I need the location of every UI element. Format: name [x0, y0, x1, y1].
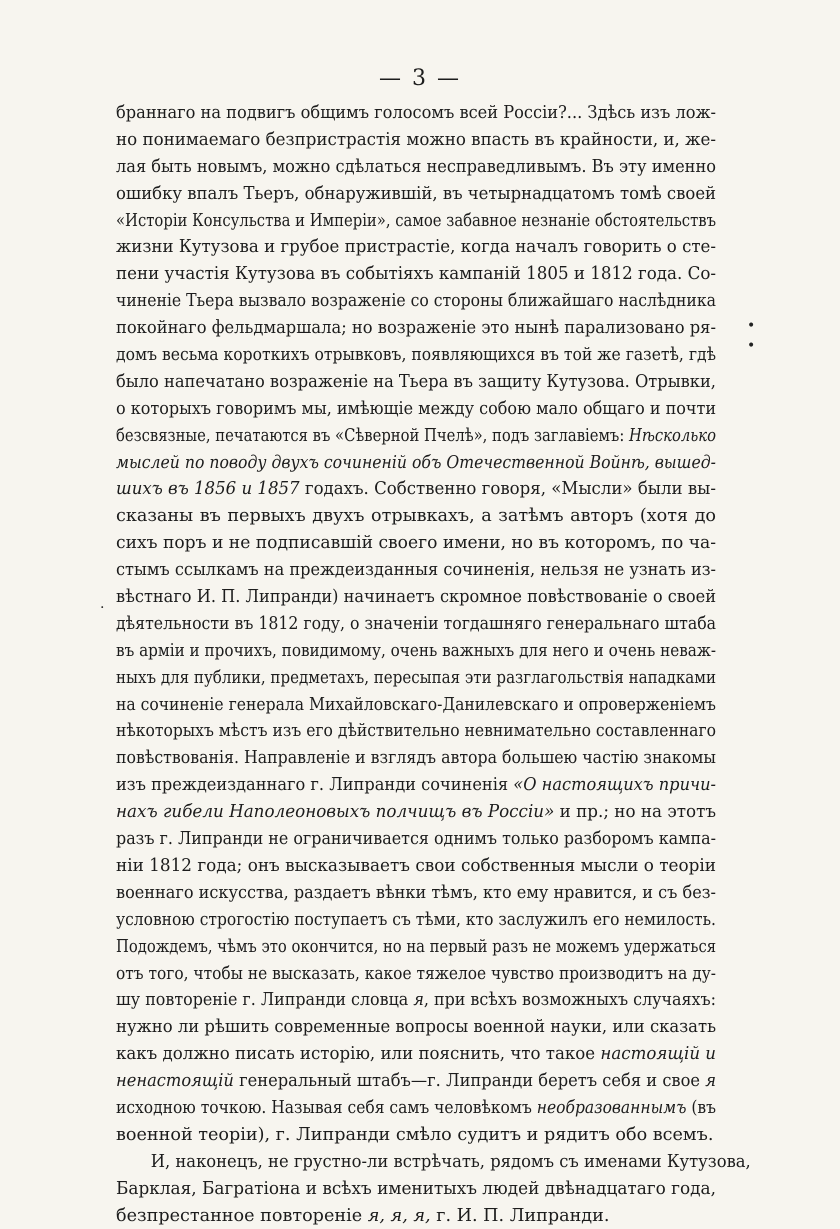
text-line [116, 853, 716, 880]
text-line [116, 1122, 716, 1149]
page-number: — 3 — [379, 66, 461, 91]
text-line [116, 100, 716, 127]
text-line [116, 1068, 716, 1095]
text-run: разъ г. Липранди не ограничивается однимъ только разборомъ кампа- [116, 829, 717, 850]
text-line [116, 208, 716, 235]
text-run: чиненіе Тьера вызвало возраженіе со стороны ближайшаго наслѣдника [116, 291, 716, 312]
text-run: покойнаго фельдмаршала; но возраженіе это нынѣ парализовано ря- [116, 318, 716, 339]
text-run: дѣятельности въ 1812 году, о значеніи тогдашняго генеральнаго штаба [116, 613, 717, 634]
text-run: и пр.; но на этотъ [554, 802, 716, 823]
text-run: отъ того, чтобы не высказать, какое тяжелое чувство производитъ на ду- [116, 963, 717, 984]
text-run: ошибку впалъ Тьеръ, обнаружившій, въ четырнадцатомъ томѣ своей [116, 183, 717, 204]
text-line [116, 584, 716, 611]
text-line [116, 154, 716, 181]
italic-text: необразованнымъ [536, 1097, 687, 1118]
text-run: ныхъ для публики, предметахъ, пересыпая эти разглагольствія нападками [116, 667, 716, 688]
text-line [116, 961, 716, 988]
text-line [116, 557, 716, 584]
text-line [116, 718, 716, 745]
text-line [116, 1095, 716, 1122]
text-line [116, 1041, 716, 1068]
text-line [116, 665, 716, 692]
italic-text: я, я, я, [367, 1205, 431, 1226]
text-run: стымъ ссылкамъ на преждеизданныя сочиненія, нельзя не узнать из- [116, 560, 717, 581]
text-run: г. И. П. Липранди. [430, 1205, 610, 1226]
text-line [116, 181, 716, 208]
text-line [116, 826, 716, 853]
text-line [116, 880, 716, 907]
text-line [116, 450, 716, 477]
text-line [116, 530, 716, 557]
text-line [116, 692, 716, 719]
italic-text: настоящій и [600, 1044, 717, 1065]
text-line [116, 934, 716, 961]
text-run: (въ [686, 1097, 716, 1118]
text-run: годахъ. Собственно говоря, «Мысли» были вы- [299, 479, 716, 500]
text-run: повѣствованія. Направленіе и взглядъ автора большею частію знакомы [116, 748, 716, 769]
text-run: домъ весьма короткихъ отрывковъ, появляющихся въ той же газетѣ, гдѣ [116, 345, 717, 366]
text-line [116, 1149, 751, 1176]
text-run: браннаго на подвигъ общимъ голосомъ всей Россіи?... Здѣсь изъ лож- [116, 103, 716, 123]
text-run: нѣкоторыхъ мѣстъ изъ его дѣйствительно невнимательно составленнаго [116, 721, 716, 742]
text-line [116, 987, 716, 1014]
text-run: шу повтореніе г. Липранди словца [116, 990, 414, 1011]
margin-mark: • [747, 318, 756, 334]
text-line [116, 476, 716, 503]
italic-text: «О настоящихъ причи- [513, 775, 717, 796]
text-line [116, 638, 716, 665]
text-run: «Исторіи Консульства и Имперіи», самое забавное незнаніе обстоятельствъ [116, 210, 717, 231]
margin-mark: . [100, 596, 105, 612]
text-line [116, 799, 716, 826]
text-line [116, 369, 716, 396]
paragraph [116, 1149, 751, 1229]
text-line [116, 772, 716, 799]
text-line [116, 288, 716, 315]
margin-mark: • [747, 338, 756, 354]
text-line [116, 745, 716, 772]
text-run: военнаго искусства, раздаетъ вѣнки тѣмъ, кто ему нравится, и съ без- [116, 882, 716, 903]
text-run: лая быть новымъ, можно сдѣлаться несправедливымъ. Въ эту именно [116, 156, 716, 177]
italic-text: я [413, 990, 424, 1011]
text-line [116, 1203, 716, 1229]
text-run: было напечатано возраженіе на Тьера въ защиту Кутузова. Отрывки, [116, 371, 716, 392]
text-run: какъ должно писать исторію, или пояснить, что такое [116, 1044, 601, 1065]
text-line [116, 261, 716, 288]
paragraph [116, 100, 716, 1149]
text-run: ніи 1812 года; онъ высказываетъ свои собственныя мысли о теоріи [116, 855, 717, 876]
text-run: нужно ли рѣшить современные вопросы военной науки, или сказать [116, 1017, 717, 1038]
text-run: , при всѣхъ возможныхъ случаяхъ: [423, 990, 716, 1011]
text-run: изъ преждеизданнаго г. Липранди сочиненія [116, 775, 514, 796]
text-line [116, 342, 716, 369]
text-run: военной теоріи), г. Липранди смѣло судитъ и рядитъ обо всемъ. [116, 1124, 714, 1145]
body-text [116, 100, 751, 1229]
text-line [116, 315, 716, 342]
text-run: въ арміи и прочихъ, повидимому, очень важныхъ для него и очень неваж- [116, 640, 716, 661]
text-line [116, 611, 716, 638]
text-run: на сочиненіе генерала Михайловскаго-Данилевскаго и опроверженіемъ [116, 694, 716, 715]
text-line [116, 1176, 716, 1203]
italic-text: мыслей по поводу двухъ сочиненій объ Отечественной Войнѣ, вышед- [116, 452, 716, 473]
text-run: исходною точкою. Называя себя самъ человѣкомъ [116, 1097, 537, 1118]
text-run: безсвязные, печатаются въ «Сѣверной Пчелѣ», подъ заглавіемъ: [116, 425, 629, 446]
italic-text: нахъ гибели Наполеоновыхъ полчищъ въ Россіи» [116, 802, 555, 823]
text-run: И, наконецъ, не грустно-ли встрѣчать, рядомъ съ именами Кутузова, [150, 1151, 751, 1172]
italic-text: ненастоящій [116, 1071, 234, 1092]
text-run: но понимаемаго безпристрастія можно впасть въ крайности, и, же- [116, 129, 716, 150]
text-line [116, 234, 716, 261]
text-line [116, 396, 716, 423]
italic-text: я [705, 1071, 716, 1092]
text-run: Барклая, Багратіона и всѣхъ именитыхъ людей двѣнадцатаго года, [116, 1178, 716, 1199]
text-line [116, 423, 716, 450]
italic-text: Нѣсколько [628, 425, 716, 446]
text-run: Подождемъ, чѣмъ это окончится, но на первый разъ не можемъ удержаться [116, 936, 717, 957]
text-run: вѣстнаго И. П. Липранди) начинаетъ скромное повѣствованіе о своей [116, 587, 717, 608]
text-run: генеральный штабъ—г. Липранди беретъ себя и свое [233, 1071, 706, 1092]
text-run: безпрестанное повтореніе [116, 1205, 368, 1226]
text-run: пени участія Кутузова въ событіяхъ кампаній 1805 и 1812 года. Со- [116, 264, 717, 285]
text-line [116, 503, 716, 530]
text-run: сихъ поръ и не подписавшій своего имени, но въ которомъ, по ча- [116, 533, 717, 554]
italic-text: шихъ въ 1856 и 1857 [116, 479, 300, 500]
text-run: сказаны въ первыхъ двухъ отрывкахъ, а затѣмъ авторъ (хотя до [116, 506, 716, 527]
text-line [116, 1014, 716, 1041]
text-line [116, 127, 716, 154]
text-line [116, 907, 716, 934]
text-run: жизни Кутузова и грубое пристрастіе, когда началъ говорить о сте- [116, 237, 717, 258]
text-run: условною строгостію поступаетъ съ тѣми, кто заслужилъ его немилость. [116, 909, 716, 930]
text-run: о которыхъ говоримъ мы, имѣющіе между собою мало общаго и почти [116, 398, 717, 419]
